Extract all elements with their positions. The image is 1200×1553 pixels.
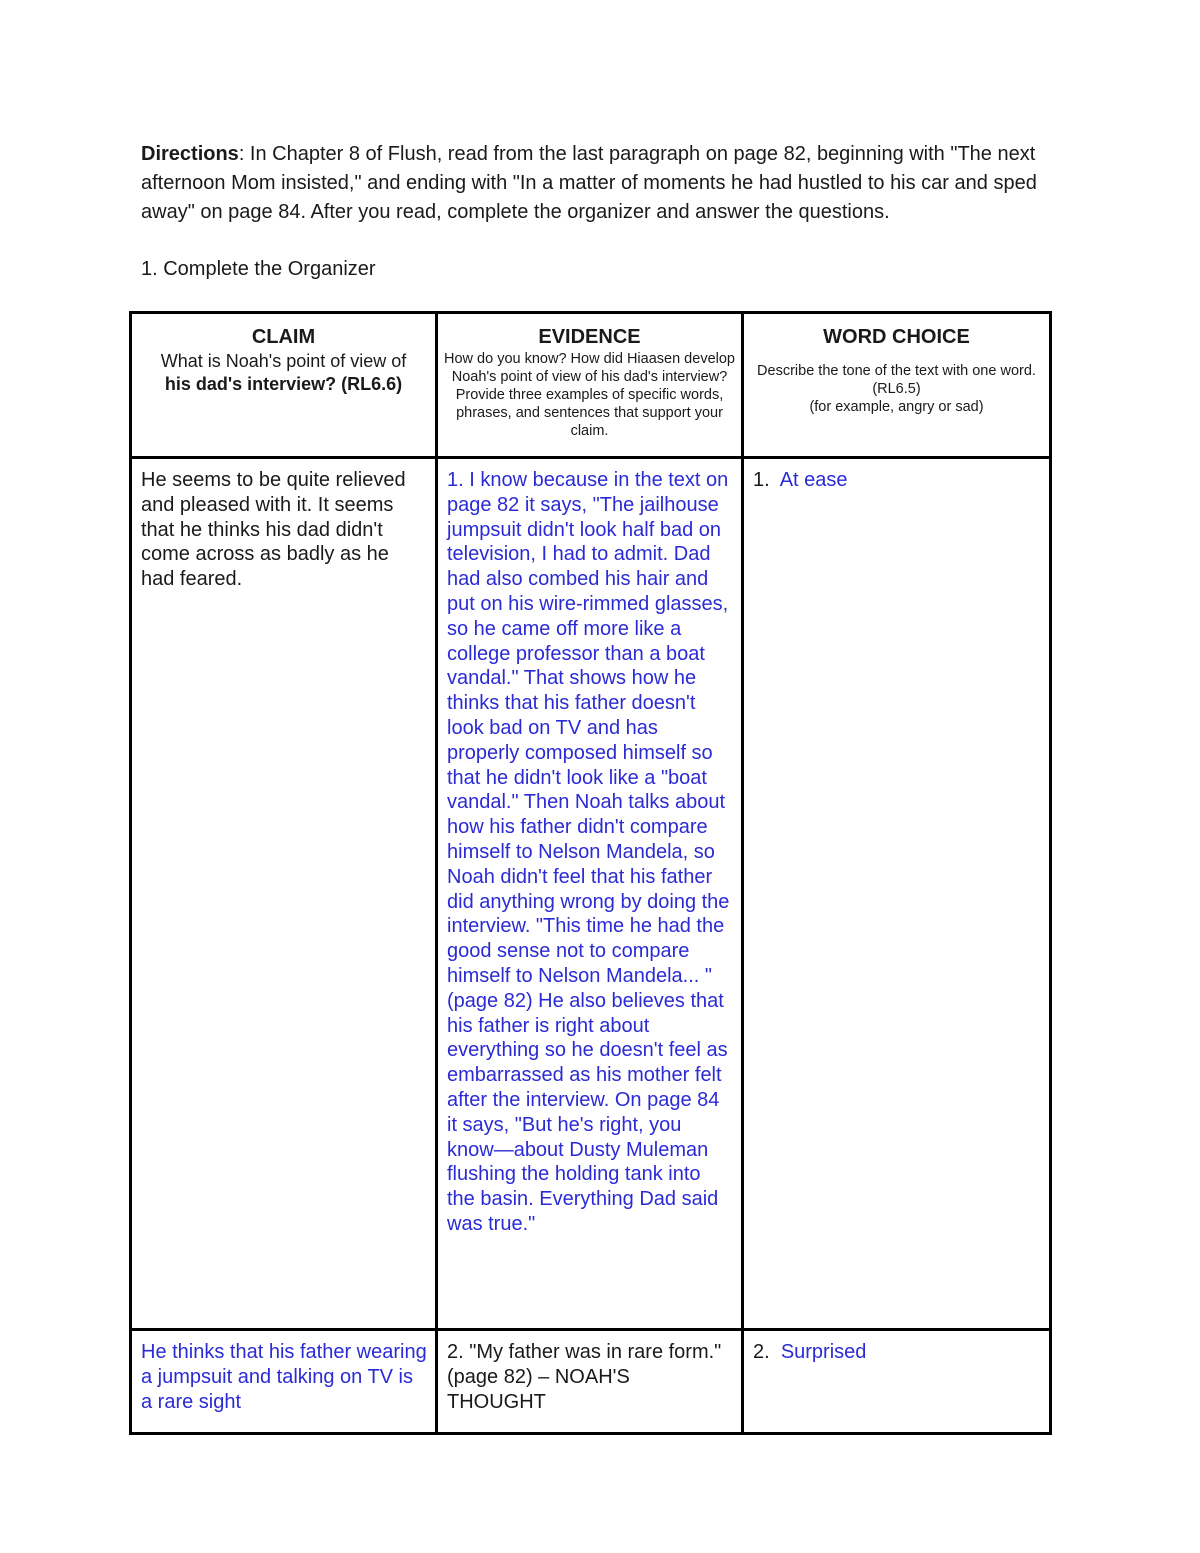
word-choice-header-example: (for example, angry or sad) [809, 399, 984, 415]
word-choice-number: 2. [753, 1341, 770, 1363]
word-choice-answer: At ease [779, 469, 848, 491]
directions-paragraph [141, 140, 1071, 227]
section-heading: 1. Complete the Organizer [141, 258, 376, 280]
table-row [131, 458, 1051, 1330]
evidence-cell: 2. "My father was in rare form." (page 82) – NOAH'S THOUGHT [437, 1330, 743, 1434]
claim-cell: He seems to be quite relieved and pleased with it. It seems that he thinks his dad didn't come across as badly as he had feared. [131, 458, 437, 1330]
evidence-header-title: EVIDENCE [538, 326, 641, 348]
directions-text: : In Chapter 8 of Flush, read from the last paragraph on page 82, beginning with "The next afternoon Mom insisted," and ending with "In a matter of moments he had hustled to his car and sped away" on page 84. After you read, complete the organizer and answer the questions. [141, 143, 1037, 223]
claim-header-question: What is Noah's point of view of [160, 351, 407, 371]
table-row [131, 1330, 1051, 1434]
evidence-header [437, 313, 743, 458]
word-choice-header [743, 313, 1051, 458]
table-header-row [131, 313, 1051, 458]
word-choice-header-question: Describe the tone of the text with one word. (RL6.5) [757, 363, 1036, 397]
word-choice-answer: Surprised [780, 1341, 867, 1363]
word-choice-number: 1. [753, 469, 770, 491]
claim-header-question-bold: his dad's interview? (RL6.6) [164, 374, 403, 394]
word-choice-cell [743, 1330, 1051, 1434]
word-choice-cell [743, 458, 1051, 1330]
evidence-cell: 1. I know because in the text on page 82 it says, "The jailhouse jumpsuit didn't look half bad on television, I had to admit. Dad had also combed his hair and put on his wire-rimmed glasses, so he came off more like a college professor than a boat vandal." That shows how he thinks that his father doesn't look bad on TV and has properly composed himself so that he didn't look like a "boat vandal." Then Noah talks about how his father didn't compare himself to Nelson Mandela, so Noah didn't feel that his father did anything wrong by doing the interview. "This time he had the good sense not to compare himself to Nelson Mandela... " (page 82) He also believes that his father is right about everything so he doesn't feel as embarrassed as his mother felt after the interview. On page 84 it says, "But he's right, you know—about Dusty Muleman flushing the holding tank into the basin. Everything Dad said was true." [437, 458, 743, 1330]
claim-header-title: CLAIM [251, 326, 316, 348]
claim-cell: He thinks that his father wearing a jumpsuit and talking on TV is a rare sight [131, 1330, 437, 1434]
directions-label: Directions [141, 143, 239, 165]
evidence-header-question: How do you know? How did Hiaasen develop Noah's point of view of his dad's interview? Provide three examples of specific words, phrases, and sentences that support your claim. [444, 351, 735, 439]
word-choice-header-title: WORD CHOICE [823, 326, 970, 348]
organizer-table [129, 311, 1052, 1435]
claim-header [131, 313, 437, 458]
